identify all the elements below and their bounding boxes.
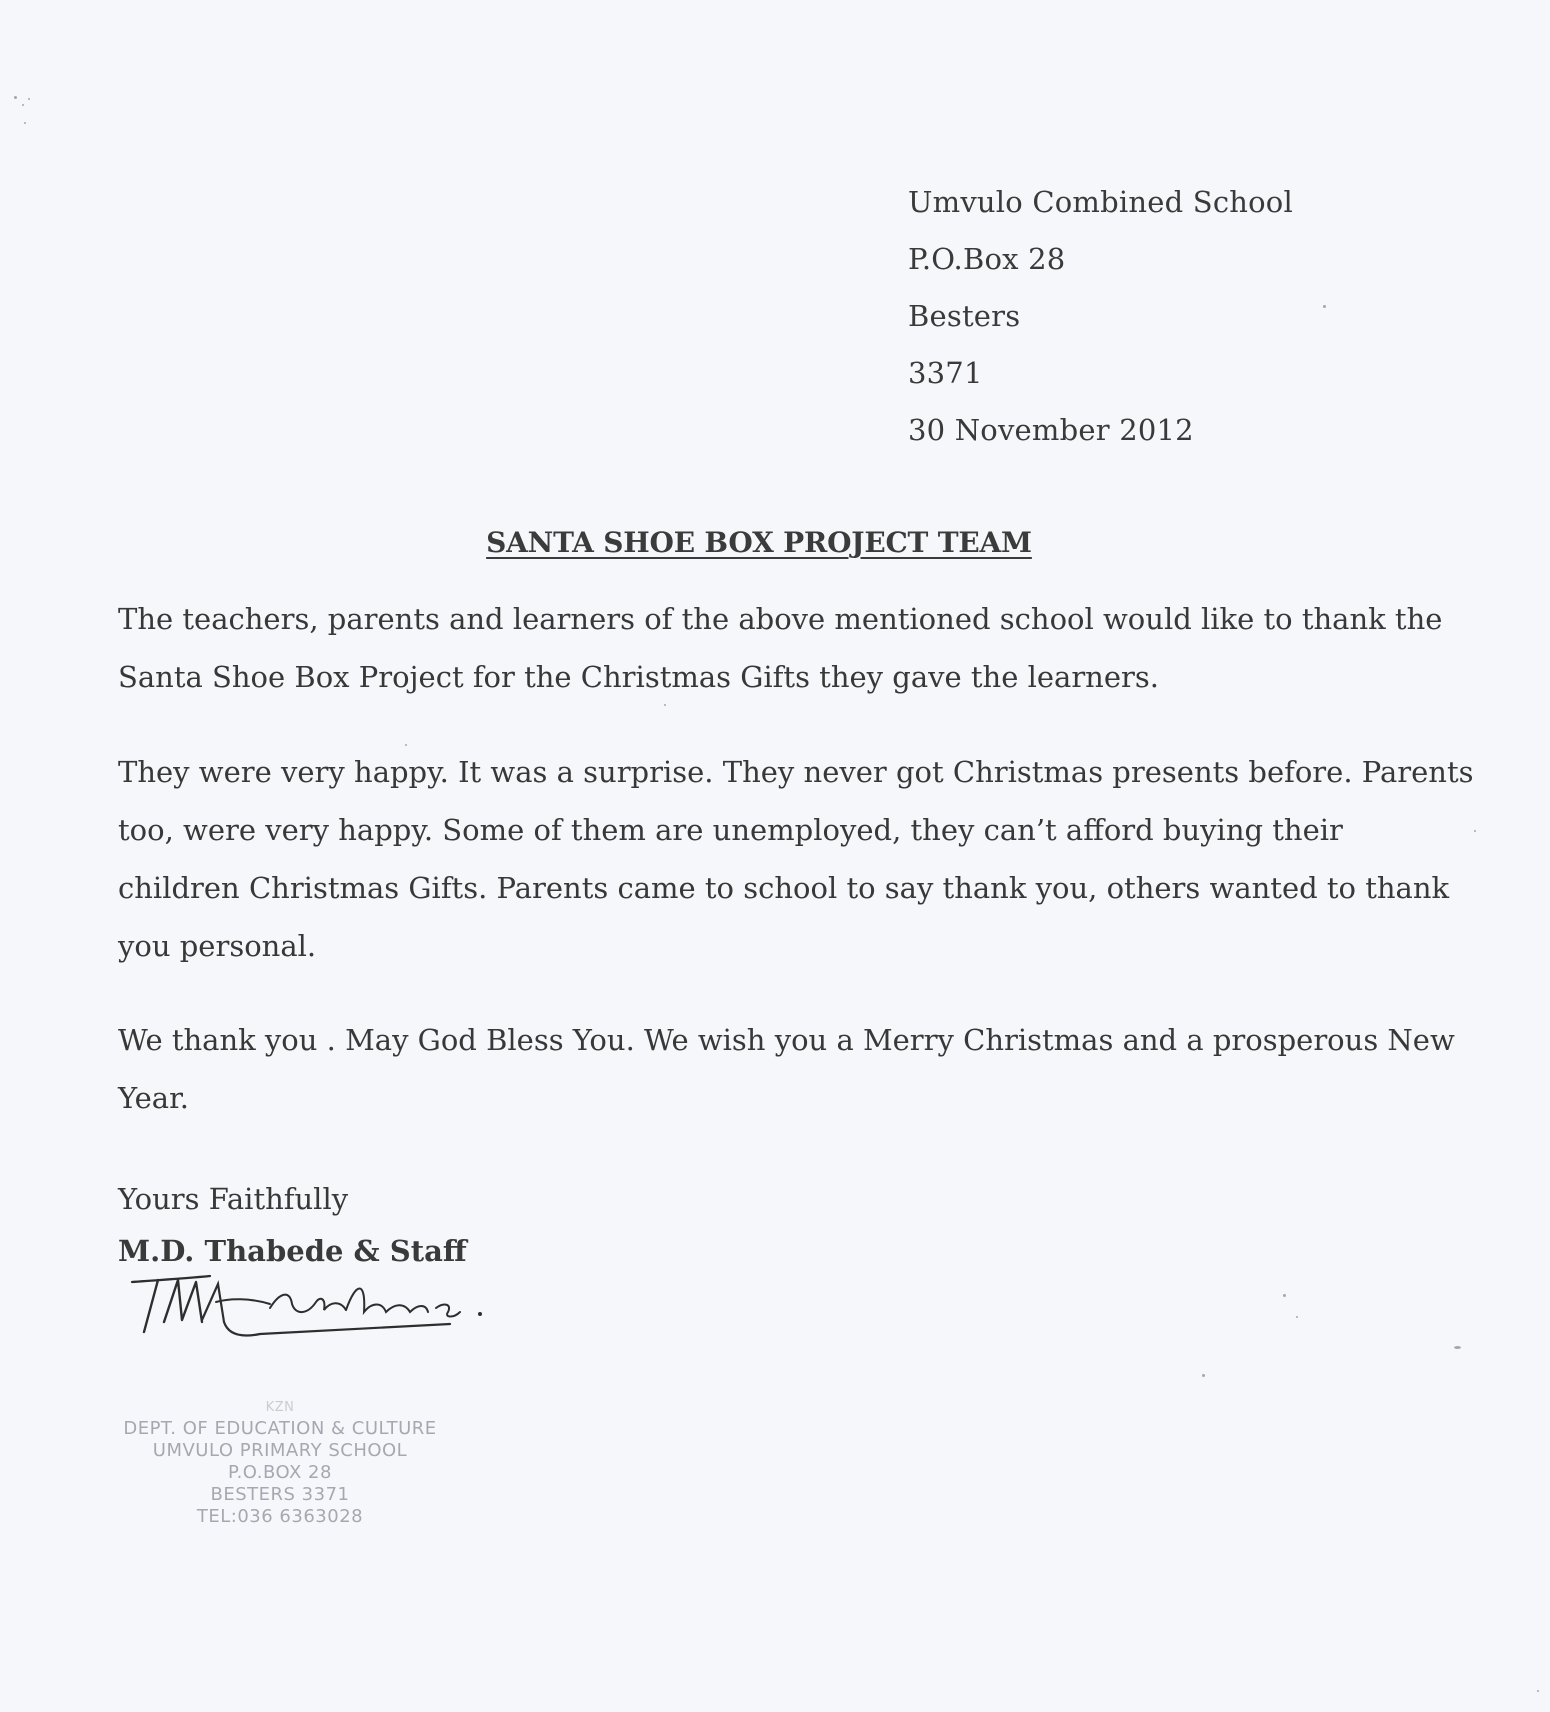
stamp-line: UMVULO PRIMARY SCHOOL (152, 1440, 408, 1461)
paragraph-3 (118, 1011, 1455, 1127)
scan-speck (1296, 1316, 1298, 1318)
po-box: P.O.Box 28 (908, 242, 1066, 276)
school-name: Umvulo Combined School (908, 185, 1293, 219)
paragraph-1 (118, 590, 1443, 706)
stamp-line: DEPT. OF EDUCATION & CULTURE (123, 1418, 437, 1439)
paragraph-line: children Christmas Gifts. Parents came to school to say thank you, others wanted to thank (118, 871, 1450, 905)
paragraph-line: They were very happy. It was a surprise. They never got Christmas presents before. Parents (118, 755, 1474, 789)
stamp-line: BESTERS 3371 (210, 1484, 350, 1505)
letter-title: SANTA SHOE BOX PROJECT TEAM (486, 526, 1032, 559)
school-stamp (100, 1398, 460, 1538)
scan-speck (1537, 1690, 1539, 1692)
stamp-line: TEL:036 6363028 (196, 1506, 364, 1527)
scan-speck (24, 122, 26, 124)
signer-name: M.D. Thabede & Staff (118, 1234, 467, 1268)
scan-speck (1454, 1346, 1461, 1349)
sender-address (908, 174, 1428, 459)
handwritten-signature (120, 1262, 520, 1362)
paragraph-line: you personal. (118, 929, 317, 963)
paragraph-2 (118, 743, 1474, 975)
scan-speck (22, 104, 24, 106)
letter-date: 30 November 2012 (908, 413, 1194, 447)
stamp-line: KZN (265, 1400, 295, 1415)
scan-speck (28, 98, 30, 100)
scan-speck (1283, 1294, 1286, 1297)
paragraph-line: We thank you . May God Bless You. We wish you a Merry Christmas and a prosperous New (118, 1023, 1455, 1057)
stamp-line: P.O.BOX 28 (228, 1462, 332, 1483)
paragraph-line: Year. (118, 1081, 189, 1115)
scan-speck (1202, 1374, 1205, 1377)
paragraph-line: too, were very happy. Some of them are unemployed, they can’t afford buying their (118, 813, 1343, 847)
paragraph-line: The teachers, parents and learners of the above mentioned school would like to thank the (118, 602, 1443, 636)
paragraph-line: Santa Shoe Box Project for the Christmas Gifts they gave the learners. (118, 660, 1159, 694)
closing-salutation: Yours Faithfully (118, 1182, 349, 1216)
postal-code: 3371 (908, 356, 983, 390)
town: Besters (908, 299, 1021, 333)
scan-speck (1474, 830, 1476, 832)
scan-speck (14, 96, 17, 99)
